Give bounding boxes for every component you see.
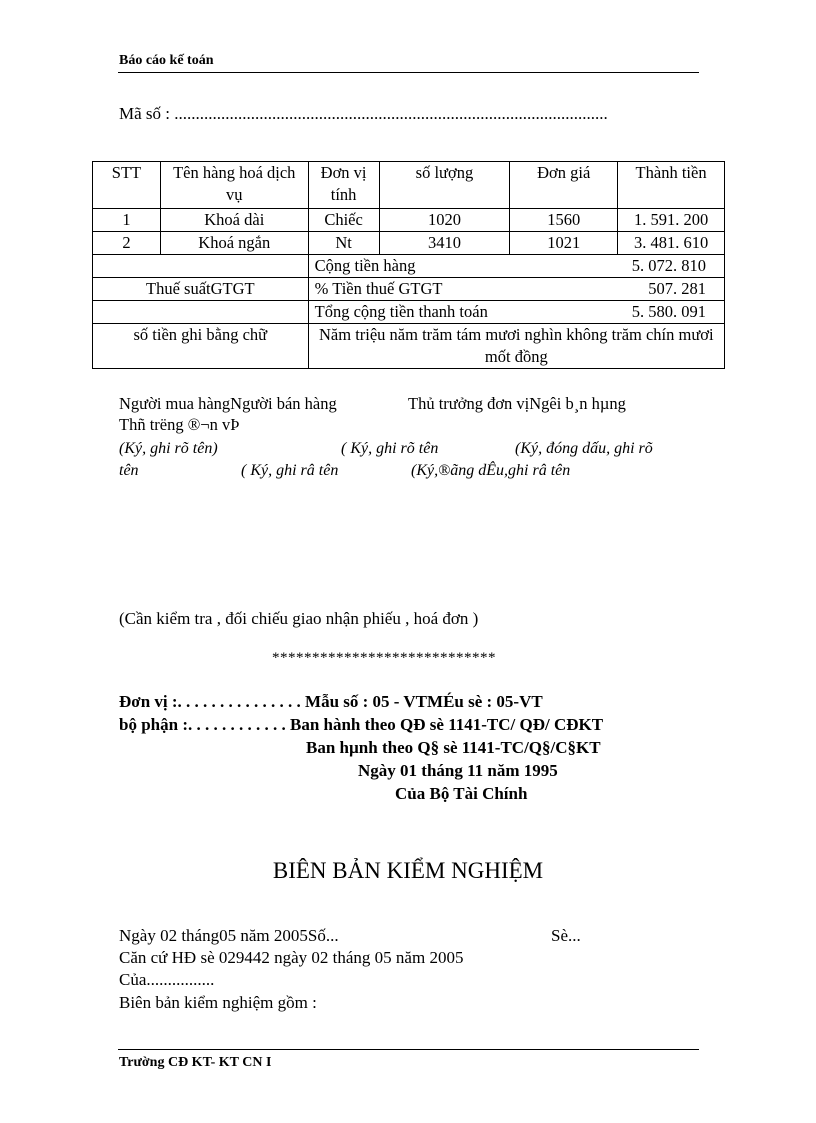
tien-thue-value: 507. 281 [648, 279, 706, 298]
cong-tien-hang-cell [308, 255, 724, 278]
cong-tien-hang-value: 5. 072. 810 [631, 256, 706, 275]
date-so-label: Ngày 02 tháng05 năm 2005Số... [119, 926, 339, 945]
form-line-1: Đơn vị :. . . . . . . . . . . . . . . Mẫu số : 05 - VTMÉu sè : 05-VT [119, 692, 543, 711]
sign-note-seller: ( Ký, ghi rõ tên [341, 440, 439, 457]
cell-don-vi: Chiếc [308, 209, 379, 232]
separator-stars: **************************** [272, 650, 496, 666]
form-line-2: bộ phận :. . . . . . . . . . . . Ban hành theo QĐ sè 1141-TC/ QĐ/ CĐKT [119, 715, 604, 734]
header-rule [118, 72, 699, 73]
empty-cell [93, 255, 309, 278]
tien-thue-cell [308, 278, 724, 301]
table-row [93, 232, 725, 255]
table-header-row [93, 162, 725, 209]
detail-line-1 [119, 926, 581, 946]
detail-line-2: Căn cứ HĐ sè 029442 ngày 02 tháng 05 năm 2005 [119, 948, 464, 967]
form-line-3: Ban hµnh theo Q§ sè 1141-TC/Q§/C§KT [306, 738, 601, 757]
col-header-thanh-tien: Thành tiền [618, 162, 725, 209]
col-header-don-vi: Đơn vị tính [308, 162, 379, 209]
tong-cong-label: Tổng cộng tiền thanh toán [314, 302, 488, 321]
ma-so-line: Mã số : ...................................................................................................... [119, 104, 608, 123]
cell-ten-hang: Khoá ngắn [160, 232, 308, 255]
col-header-so-luong: số lượng [379, 162, 510, 209]
sign-note-buyer: (Ký, ghi rõ tên) [119, 440, 218, 457]
cell-stt: 1 [93, 209, 161, 232]
cell-so-luong: 1020 [379, 209, 510, 232]
sign-note-head: (Ký, đóng dấu, ghi rõ [515, 440, 653, 457]
cell-don-gia: 1021 [510, 232, 618, 255]
head-unit-label: Thủ trưởng đơn vịNgêi b¸n hµng [408, 394, 626, 413]
thue-row [93, 278, 725, 301]
col-header-ten-hang: Tên hàng hoá dịch vụ [160, 162, 308, 209]
cell-ten-hang: Khoá dài [160, 209, 308, 232]
cell-thanh-tien: 1. 591. 200 [618, 209, 725, 232]
sign-note-cont: tên [119, 462, 139, 479]
cell-don-vi: Nt [308, 232, 379, 255]
cell-don-gia: 1560 [510, 209, 618, 232]
cong-tien-hang-row [93, 255, 725, 278]
signature-line-3 [119, 440, 653, 458]
sign-note-seller-2: ( Ký, ghi râ tên [241, 462, 339, 479]
footer-rule [118, 1049, 699, 1050]
cong-tien-hang-label: Cộng tiền hàng [314, 256, 416, 275]
form-line-5: Của Bộ Tài Chính [395, 784, 528, 803]
sign-note-head-2: (Ký,®ãng dÊu,ghi râ tên [411, 462, 571, 479]
cell-stt: 2 [93, 232, 161, 255]
tong-cong-value: 5. 580. 091 [631, 302, 706, 321]
table-row [93, 209, 725, 232]
check-note: (Cần kiểm tra , đối chiếu giao nhận phiếu , hoá đơn ) [119, 609, 479, 628]
page-header: Báo cáo kế toán [119, 53, 214, 68]
document-title: BIÊN BẢN KIỂM NGHIỆM [272, 858, 544, 883]
cell-thanh-tien: 3. 481. 610 [618, 232, 725, 255]
buyer-seller-label: Người mua hàngNgười bán hàng [119, 394, 337, 413]
cell-so-luong: 3410 [379, 232, 510, 255]
form-line-4: Ngày 01 tháng 11 năm 1995 [358, 761, 558, 780]
tong-cong-row [93, 301, 725, 324]
signature-line-2: Thñ trëng ®¬n vÞ [119, 415, 240, 434]
empty-cell [93, 301, 309, 324]
col-header-stt: STT [93, 162, 161, 209]
detail-line-3: Của................ [119, 970, 215, 989]
so-tien-chu-label: số tiền ghi bằng chữ [93, 324, 309, 369]
page-footer: Trường CĐ KT- KT CN I [119, 1055, 272, 1070]
col-header-don-gia: Đơn giá [510, 162, 618, 209]
signature-line-4 [119, 462, 571, 480]
tien-thue-label: % Tiền thuế GTGT [314, 279, 443, 298]
signature-line-1 [119, 394, 626, 414]
so-tien-chu-row [93, 324, 725, 369]
detail-line-4: Biên bản kiểm nghiệm gồm : [119, 993, 317, 1012]
invoice-table [92, 161, 725, 369]
tong-cong-cell [308, 301, 724, 324]
so-label: Sè... [551, 926, 581, 945]
thue-suat-label: Thuế suấtGTGT [93, 278, 309, 301]
so-tien-chu-value: Năm triệu năm trăm tám mươi nghìn không trăm chín mươi mốt đồng [308, 324, 724, 369]
